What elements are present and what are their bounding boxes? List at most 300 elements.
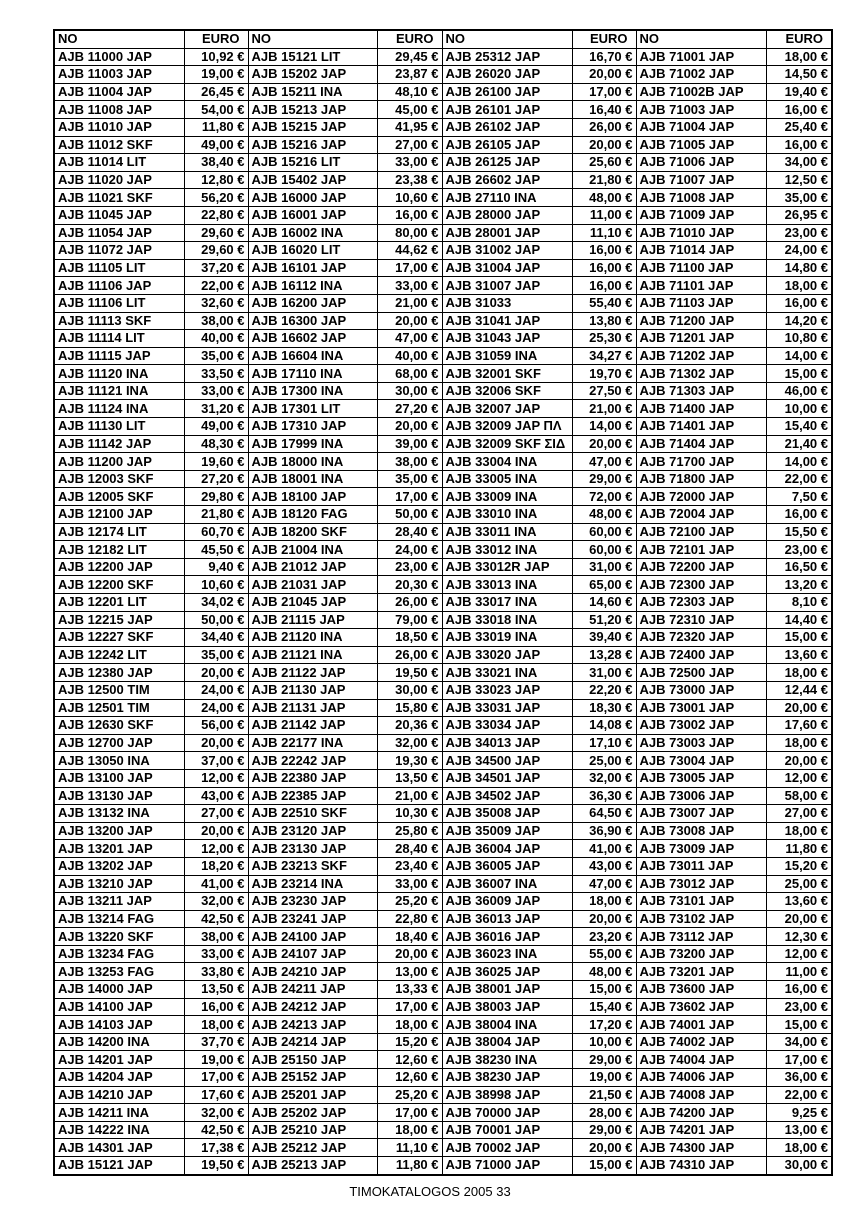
price-cell: 17,20 € <box>572 1016 636 1034</box>
part-number-cell: AJB 13253 FAG <box>54 963 184 981</box>
header-no: NO <box>636 30 766 48</box>
part-number-cell: AJB 17300 INA <box>248 382 377 400</box>
part-number-cell: AJB 34500 JAP <box>442 752 572 770</box>
part-number-cell: AJB 15402 JAP <box>248 171 377 189</box>
part-number-cell: AJB 36023 INA <box>442 945 572 963</box>
part-number-cell: AJB 72300 JAP <box>636 576 766 594</box>
price-cell: 19,50 € <box>377 664 442 682</box>
price-cell: 19,70 € <box>572 365 636 383</box>
part-number-cell: AJB 33005 INA <box>442 470 572 488</box>
price-cell: 17,60 € <box>184 1086 248 1104</box>
price-cell: 55,40 € <box>572 294 636 312</box>
part-number-cell: AJB 11124 INA <box>54 400 184 418</box>
part-number-cell: AJB 17999 INA <box>248 435 377 453</box>
price-cell: 16,40 € <box>572 101 636 119</box>
table-row <box>54 875 832 893</box>
part-number-cell: AJB 73008 JAP <box>636 822 766 840</box>
price-cell: 13,33 € <box>377 981 442 999</box>
part-number-cell: AJB 73000 JAP <box>636 681 766 699</box>
price-cell: 24,00 € <box>377 541 442 559</box>
price-cell: 14,08 € <box>572 717 636 735</box>
table-row <box>54 1086 832 1104</box>
price-cell: 16,00 € <box>766 101 832 119</box>
price-cell: 22,20 € <box>572 681 636 699</box>
price-cell: 25,00 € <box>572 752 636 770</box>
part-number-cell: AJB 25150 JAP <box>248 1051 377 1069</box>
part-number-cell: AJB 12227 SKF <box>54 629 184 647</box>
table-row <box>54 206 832 224</box>
price-cell: 38,40 € <box>184 154 248 172</box>
part-number-cell: AJB 13200 JAP <box>54 822 184 840</box>
price-cell: 15,00 € <box>572 981 636 999</box>
price-cell: 16,00 € <box>377 206 442 224</box>
part-number-cell: AJB 25152 JAP <box>248 1069 377 1087</box>
header-no: NO <box>248 30 377 48</box>
part-number-cell: AJB 12630 SKF <box>54 717 184 735</box>
table-row <box>54 118 832 136</box>
price-cell: 23,87 € <box>377 66 442 84</box>
table-row <box>54 1051 832 1069</box>
price-cell: 7,50 € <box>766 488 832 506</box>
part-number-cell: AJB 74200 JAP <box>636 1104 766 1122</box>
price-cell: 56,00 € <box>184 717 248 735</box>
price-cell: 10,00 € <box>766 400 832 418</box>
table-row <box>54 101 832 119</box>
price-cell: 15,20 € <box>377 1033 442 1051</box>
price-cell: 21,80 € <box>184 506 248 524</box>
price-cell: 29,80 € <box>184 488 248 506</box>
part-number-cell: AJB 11114 LIT <box>54 330 184 348</box>
price-cell: 25,20 € <box>377 893 442 911</box>
price-cell: 20,00 € <box>572 136 636 154</box>
part-number-cell: AJB 36004 JAP <box>442 840 572 858</box>
part-number-cell: AJB 24100 JAP <box>248 928 377 946</box>
price-cell: 46,00 € <box>766 382 832 400</box>
price-cell: 43,00 € <box>572 857 636 875</box>
part-number-cell: AJB 11014 LIT <box>54 154 184 172</box>
price-cell: 13,80 € <box>572 312 636 330</box>
part-number-cell: AJB 71004 JAP <box>636 118 766 136</box>
part-number-cell: AJB 18100 JAP <box>248 488 377 506</box>
price-table <box>53 29 833 1176</box>
part-number-cell: AJB 18200 SKF <box>248 523 377 541</box>
part-number-cell: AJB 32009 SKF ΣΙΔ <box>442 435 572 453</box>
price-cell: 13,00 € <box>377 963 442 981</box>
price-cell: 32,00 € <box>184 893 248 911</box>
part-number-cell: AJB 73004 JAP <box>636 752 766 770</box>
price-cell: 16,00 € <box>572 259 636 277</box>
price-cell: 20,00 € <box>377 418 442 436</box>
price-cell: 31,00 € <box>572 558 636 576</box>
part-number-cell: AJB 24211 JAP <box>248 981 377 999</box>
price-cell: 31,20 € <box>184 400 248 418</box>
part-number-cell: AJB 13214 FAG <box>54 910 184 928</box>
price-cell: 18,00 € <box>766 1139 832 1157</box>
price-cell: 20,00 € <box>184 664 248 682</box>
price-cell: 79,00 € <box>377 611 442 629</box>
price-cell: 15,20 € <box>766 857 832 875</box>
price-cell: 15,40 € <box>572 998 636 1016</box>
price-cell: 23,20 € <box>572 928 636 946</box>
part-number-cell: AJB 15202 JAP <box>248 66 377 84</box>
part-number-cell: AJB 33020 JAP <box>442 646 572 664</box>
part-number-cell: AJB 74004 JAP <box>636 1051 766 1069</box>
part-number-cell: AJB 15215 JAP <box>248 118 377 136</box>
part-number-cell: AJB 73600 JAP <box>636 981 766 999</box>
part-number-cell: AJB 16020 LIT <box>248 242 377 260</box>
part-number-cell: AJB 71103 JAP <box>636 294 766 312</box>
price-cell: 33,00 € <box>184 382 248 400</box>
part-number-cell: AJB 25213 JAP <box>248 1157 377 1175</box>
part-number-cell: AJB 73001 JAP <box>636 699 766 717</box>
header-euro: EURO <box>766 30 832 48</box>
price-cell: 16,00 € <box>766 294 832 312</box>
price-cell: 15,00 € <box>766 629 832 647</box>
part-number-cell: AJB 73003 JAP <box>636 734 766 752</box>
price-cell: 45,50 € <box>184 541 248 559</box>
part-number-cell: AJB 26101 JAP <box>442 101 572 119</box>
part-number-cell: AJB 31004 JAP <box>442 259 572 277</box>
price-cell: 15,00 € <box>572 1157 636 1175</box>
part-number-cell: AJB 16604 INA <box>248 347 377 365</box>
price-cell: 25,00 € <box>766 875 832 893</box>
price-cell: 29,45 € <box>377 48 442 66</box>
price-cell: 10,00 € <box>572 1033 636 1051</box>
part-number-cell: AJB 71007 JAP <box>636 171 766 189</box>
part-number-cell: AJB 11142 JAP <box>54 435 184 453</box>
price-cell: 18,00 € <box>377 1121 442 1139</box>
price-cell: 12,60 € <box>377 1051 442 1069</box>
part-number-cell: AJB 11072 JAP <box>54 242 184 260</box>
price-cell: 10,92 € <box>184 48 248 66</box>
price-cell: 47,00 € <box>377 330 442 348</box>
price-cell: 20,00 € <box>184 822 248 840</box>
part-number-cell: AJB 34502 JAP <box>442 787 572 805</box>
part-number-cell: AJB 11021 SKF <box>54 189 184 207</box>
part-number-cell: AJB 18001 INA <box>248 470 377 488</box>
table-row <box>54 418 832 436</box>
table-row <box>54 523 832 541</box>
part-number-cell: AJB 33013 INA <box>442 576 572 594</box>
part-number-cell: AJB 27110 INA <box>442 189 572 207</box>
price-cell: 15,40 € <box>766 418 832 436</box>
part-number-cell: AJB 12501 TIM <box>54 699 184 717</box>
price-cell: 18,00 € <box>766 664 832 682</box>
price-cell: 21,80 € <box>572 171 636 189</box>
table-row <box>54 224 832 242</box>
part-number-cell: AJB 25201 JAP <box>248 1086 377 1104</box>
price-cell: 10,60 € <box>377 189 442 207</box>
table-row <box>54 435 832 453</box>
table-row <box>54 136 832 154</box>
part-number-cell: AJB 31033 <box>442 294 572 312</box>
part-number-cell: AJB 25212 JAP <box>248 1139 377 1157</box>
part-number-cell: AJB 33004 INA <box>442 453 572 471</box>
part-number-cell: AJB 71009 JAP <box>636 206 766 224</box>
part-number-cell: AJB 72100 JAP <box>636 523 766 541</box>
part-number-cell: AJB 11105 LIT <box>54 259 184 277</box>
part-number-cell: AJB 70002 JAP <box>442 1139 572 1157</box>
price-cell: 17,00 € <box>377 1104 442 1122</box>
price-cell: 15,00 € <box>766 1016 832 1034</box>
part-number-cell: AJB 12201 LIT <box>54 594 184 612</box>
table-row <box>54 48 832 66</box>
price-cell: 12,00 € <box>766 945 832 963</box>
price-cell: 30,00 € <box>377 382 442 400</box>
price-cell: 16,00 € <box>572 242 636 260</box>
header-euro: EURO <box>377 30 442 48</box>
part-number-cell: AJB 16602 JAP <box>248 330 377 348</box>
price-cell: 35,00 € <box>377 470 442 488</box>
part-number-cell: AJB 72101 JAP <box>636 541 766 559</box>
price-cell: 38,00 € <box>377 453 442 471</box>
price-cell: 28,40 € <box>377 523 442 541</box>
price-cell: 50,00 € <box>377 506 442 524</box>
part-number-cell: AJB 33012 INA <box>442 541 572 559</box>
price-cell: 24,00 € <box>766 242 832 260</box>
price-cell: 20,00 € <box>377 312 442 330</box>
part-number-cell: AJB 15121 LIT <box>248 48 377 66</box>
price-cell: 18,00 € <box>766 48 832 66</box>
part-number-cell: AJB 32009 JAP ΠΛ <box>442 418 572 436</box>
table-row <box>54 1157 832 1175</box>
part-number-cell: AJB 32007 JAP <box>442 400 572 418</box>
part-number-cell: AJB 11106 LIT <box>54 294 184 312</box>
part-number-cell: AJB 38998 JAP <box>442 1086 572 1104</box>
price-cell: 26,00 € <box>572 118 636 136</box>
price-cell: 34,00 € <box>766 154 832 172</box>
price-cell: 11,80 € <box>377 1157 442 1175</box>
table-row <box>54 382 832 400</box>
price-cell: 33,00 € <box>377 277 442 295</box>
part-number-cell: AJB 31041 JAP <box>442 312 572 330</box>
table-row <box>54 506 832 524</box>
price-cell: 9,25 € <box>766 1104 832 1122</box>
price-cell: 23,00 € <box>377 558 442 576</box>
table-row <box>54 294 832 312</box>
part-number-cell: AJB 23213 SKF <box>248 857 377 875</box>
part-number-cell: AJB 24214 JAP <box>248 1033 377 1051</box>
price-cell: 19,50 € <box>184 1157 248 1175</box>
part-number-cell: AJB 22510 SKF <box>248 805 377 823</box>
price-cell: 20,00 € <box>572 1139 636 1157</box>
price-cell: 14,50 € <box>766 66 832 84</box>
table-row <box>54 470 832 488</box>
table-row <box>54 893 832 911</box>
price-cell: 48,10 € <box>377 83 442 101</box>
part-number-cell: AJB 12174 LIT <box>54 523 184 541</box>
price-cell: 37,70 € <box>184 1033 248 1051</box>
part-number-cell: AJB 11004 JAP <box>54 83 184 101</box>
part-number-cell: AJB 21131 JAP <box>248 699 377 717</box>
price-cell: 29,00 € <box>572 1121 636 1139</box>
price-cell: 11,00 € <box>766 963 832 981</box>
part-number-cell: AJB 11000 JAP <box>54 48 184 66</box>
part-number-cell: AJB 70001 JAP <box>442 1121 572 1139</box>
price-cell: 17,00 € <box>377 259 442 277</box>
part-number-cell: AJB 34013 JAP <box>442 734 572 752</box>
price-cell: 12,80 € <box>184 171 248 189</box>
price-cell: 20,36 € <box>377 717 442 735</box>
part-number-cell: AJB 18000 INA <box>248 453 377 471</box>
part-number-cell: AJB 38003 JAP <box>442 998 572 1016</box>
price-cell: 27,00 € <box>766 805 832 823</box>
price-cell: 17,00 € <box>766 1051 832 1069</box>
price-cell: 12,00 € <box>184 840 248 858</box>
price-cell: 22,80 € <box>377 910 442 928</box>
price-cell: 39,00 € <box>377 435 442 453</box>
price-cell: 18,40 € <box>377 928 442 946</box>
price-cell: 23,38 € <box>377 171 442 189</box>
table-row <box>54 171 832 189</box>
part-number-cell: AJB 32001 SKF <box>442 365 572 383</box>
part-number-cell: AJB 11003 JAP <box>54 66 184 84</box>
part-number-cell: AJB 18120 FAG <box>248 506 377 524</box>
part-number-cell: AJB 35009 JAP <box>442 822 572 840</box>
part-number-cell: AJB 71001 JAP <box>636 48 766 66</box>
table-row <box>54 681 832 699</box>
part-number-cell: AJB 71006 JAP <box>636 154 766 172</box>
table-row <box>54 594 832 612</box>
price-cell: 33,80 € <box>184 963 248 981</box>
part-number-cell: AJB 73006 JAP <box>636 787 766 805</box>
price-cell: 36,30 € <box>572 787 636 805</box>
price-cell: 48,00 € <box>572 506 636 524</box>
price-cell: 20,00 € <box>766 910 832 928</box>
price-cell: 14,00 € <box>572 418 636 436</box>
price-cell: 47,00 € <box>572 875 636 893</box>
price-cell: 17,00 € <box>377 488 442 506</box>
table-row <box>54 242 832 260</box>
part-number-cell: AJB 11008 JAP <box>54 101 184 119</box>
price-cell: 20,00 € <box>184 734 248 752</box>
part-number-cell: AJB 11045 JAP <box>54 206 184 224</box>
part-number-cell: AJB 31059 INA <box>442 347 572 365</box>
price-cell: 54,00 € <box>184 101 248 119</box>
part-number-cell: AJB 73102 JAP <box>636 910 766 928</box>
price-cell: 26,00 € <box>377 594 442 612</box>
part-number-cell: AJB 23214 INA <box>248 875 377 893</box>
price-cell: 50,00 € <box>184 611 248 629</box>
price-cell: 21,00 € <box>572 400 636 418</box>
part-number-cell: AJB 31002 JAP <box>442 242 572 260</box>
part-number-cell: AJB 13211 JAP <box>54 893 184 911</box>
price-cell: 9,40 € <box>184 558 248 576</box>
price-cell: 55,00 € <box>572 945 636 963</box>
part-number-cell: AJB 32006 SKF <box>442 382 572 400</box>
part-number-cell: AJB 33011 INA <box>442 523 572 541</box>
part-number-cell: AJB 34501 JAP <box>442 769 572 787</box>
part-number-cell: AJB 71002 JAP <box>636 66 766 84</box>
part-number-cell: AJB 38001 JAP <box>442 981 572 999</box>
price-cell: 24,00 € <box>184 681 248 699</box>
part-number-cell: AJB 11120 INA <box>54 365 184 383</box>
part-number-cell: AJB 36005 JAP <box>442 857 572 875</box>
price-cell: 20,00 € <box>572 910 636 928</box>
part-number-cell: AJB 73009 JAP <box>636 840 766 858</box>
part-number-cell: AJB 71202 JAP <box>636 347 766 365</box>
price-cell: 33,00 € <box>377 154 442 172</box>
part-number-cell: AJB 24107 JAP <box>248 945 377 963</box>
table-row <box>54 259 832 277</box>
part-number-cell: AJB 73200 JAP <box>636 945 766 963</box>
price-cell: 30,00 € <box>377 681 442 699</box>
price-cell: 37,00 € <box>184 752 248 770</box>
table-row <box>54 189 832 207</box>
table-row <box>54 347 832 365</box>
part-number-cell: AJB 74008 JAP <box>636 1086 766 1104</box>
part-number-cell: AJB 72310 JAP <box>636 611 766 629</box>
part-number-cell: AJB 33034 JAP <box>442 717 572 735</box>
price-cell: 51,20 € <box>572 611 636 629</box>
header-row <box>54 30 832 48</box>
price-cell: 32,00 € <box>377 734 442 752</box>
part-number-cell: AJB 28000 JAP <box>442 206 572 224</box>
price-cell: 18,00 € <box>184 1016 248 1034</box>
part-number-cell: AJB 33021 INA <box>442 664 572 682</box>
part-number-cell: AJB 72500 JAP <box>636 664 766 682</box>
price-cell: 44,62 € <box>377 242 442 260</box>
table-row <box>54 805 832 823</box>
part-number-cell: AJB 13234 FAG <box>54 945 184 963</box>
price-cell: 12,00 € <box>766 769 832 787</box>
part-number-cell: AJB 33012R JAP <box>442 558 572 576</box>
price-cell: 14,60 € <box>572 594 636 612</box>
table-row <box>54 664 832 682</box>
price-cell: 19,00 € <box>184 66 248 84</box>
price-cell: 14,80 € <box>766 259 832 277</box>
price-cell: 34,27 € <box>572 347 636 365</box>
part-number-cell: AJB 33023 JAP <box>442 681 572 699</box>
part-number-cell: AJB 12003 SKF <box>54 470 184 488</box>
price-cell: 19,00 € <box>572 1069 636 1087</box>
price-cell: 10,80 € <box>766 330 832 348</box>
header-no: NO <box>442 30 572 48</box>
price-cell: 27,20 € <box>377 400 442 418</box>
price-cell: 42,50 € <box>184 910 248 928</box>
table-row <box>54 945 832 963</box>
price-cell: 13,50 € <box>184 981 248 999</box>
price-cell: 25,20 € <box>377 1086 442 1104</box>
price-cell: 47,00 € <box>572 453 636 471</box>
price-cell: 13,50 € <box>377 769 442 787</box>
part-number-cell: AJB 21121 INA <box>248 646 377 664</box>
part-number-cell: AJB 73007 JAP <box>636 805 766 823</box>
price-cell: 20,00 € <box>766 752 832 770</box>
part-number-cell: AJB 22177 INA <box>248 734 377 752</box>
part-number-cell: AJB 21031 JAP <box>248 576 377 594</box>
price-cell: 11,80 € <box>766 840 832 858</box>
part-number-cell: AJB 73101 JAP <box>636 893 766 911</box>
part-number-cell: AJB 71700 JAP <box>636 453 766 471</box>
part-number-cell: AJB 71101 JAP <box>636 277 766 295</box>
price-cell: 32,00 € <box>572 769 636 787</box>
part-number-cell: AJB 72400 JAP <box>636 646 766 664</box>
part-number-cell: AJB 11121 INA <box>54 382 184 400</box>
part-number-cell: AJB 73002 JAP <box>636 717 766 735</box>
part-number-cell: AJB 74310 JAP <box>636 1157 766 1175</box>
part-number-cell: AJB 22385 JAP <box>248 787 377 805</box>
part-number-cell: AJB 12500 TIM <box>54 681 184 699</box>
price-cell: 16,00 € <box>766 506 832 524</box>
price-cell: 20,00 € <box>572 435 636 453</box>
price-cell: 20,00 € <box>572 66 636 84</box>
price-cell: 27,50 € <box>572 382 636 400</box>
part-number-cell: AJB 25210 JAP <box>248 1121 377 1139</box>
price-cell: 32,00 € <box>184 1104 248 1122</box>
table-row <box>54 453 832 471</box>
part-number-cell: AJB 73012 JAP <box>636 875 766 893</box>
